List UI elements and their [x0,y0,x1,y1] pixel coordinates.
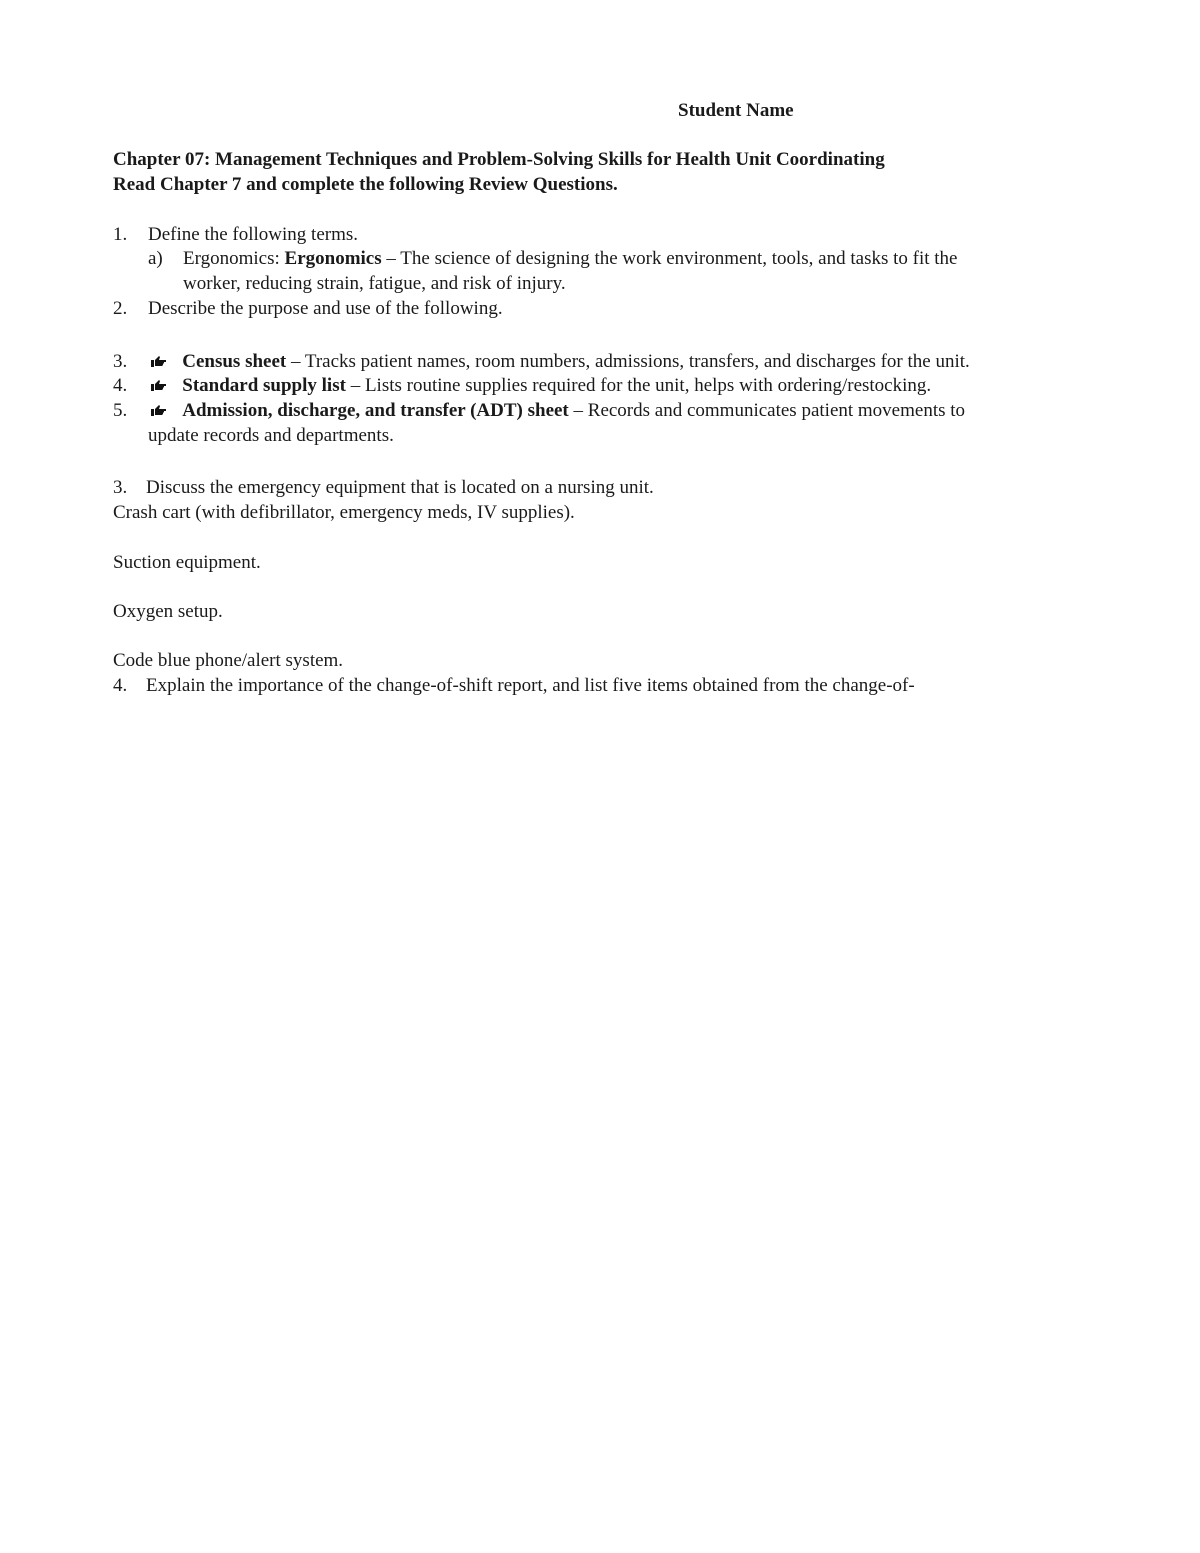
answer-line: Oxygen setup. [113,601,223,622]
answer-line: Code blue phone/alert system. [113,650,344,671]
list-item-definition: – Lists routine supplies required for the unit, helps with ordering/restocking. [345,375,932,396]
list-item-term: Census sheet [182,351,287,372]
question-1-number: 1. [113,224,128,245]
list-item [150,398,965,423]
answer-line: Suction equipment. [113,552,261,573]
question-4-number: 4. [113,675,128,696]
question-1-text: Define the following terms. [148,224,359,245]
question-2-text: Describe the purpose and use of the following. [148,298,503,319]
instructions-line: Read Chapter 7 and complete the following Review Questions. [113,174,618,195]
list-item-definition: – Tracks patient names, room numbers, admissions, transfers, and discharges for the unit. [286,351,970,372]
question-1a-definition: – The science of designing the work environment, tools, and tasks to fit the [381,248,958,269]
question-1a-term: Ergonomics [284,248,382,269]
list-item-number: 4. [113,375,128,396]
list-item-definition-cont: update records and departments. [148,425,394,446]
question-4-text: Explain the importance of the change-of-shift report, and list five items obtained from the change-of- [146,675,915,696]
pointing-hand-icon [150,378,168,392]
question-1a-letter: a) [148,248,163,269]
list-item-definition: – Records and communicates patient movements to [568,400,966,421]
list-item-term: Standard supply list [182,375,346,396]
question-2-number: 2. [113,298,128,319]
list-item-number: 3. [113,351,128,372]
question-3-text: Discuss the emergency equipment that is located on a nursing unit. [146,477,654,498]
list-item [150,373,931,398]
question-1a-answer [183,246,958,271]
question-1a-definition-cont: worker, reducing strain, fatigue, and risk of injury. [183,273,566,294]
list-item [150,349,970,374]
list-item-term: Admission, discharge, and transfer (ADT) sheet [182,400,569,421]
student-name-heading: Student Name [678,100,794,121]
question-3-number: 3. [113,477,128,498]
pointing-hand-icon [150,403,168,417]
question-1a-prefix: Ergonomics: [183,248,285,269]
chapter-title: Chapter 07: Management Techniques and Problem-Solving Skills for Health Unit Coordinating [113,149,885,170]
pointing-hand-icon [150,354,168,368]
list-item-number: 5. [113,400,128,421]
answer-line: Crash cart (with defibrillator, emergency meds, IV supplies). [113,502,575,523]
